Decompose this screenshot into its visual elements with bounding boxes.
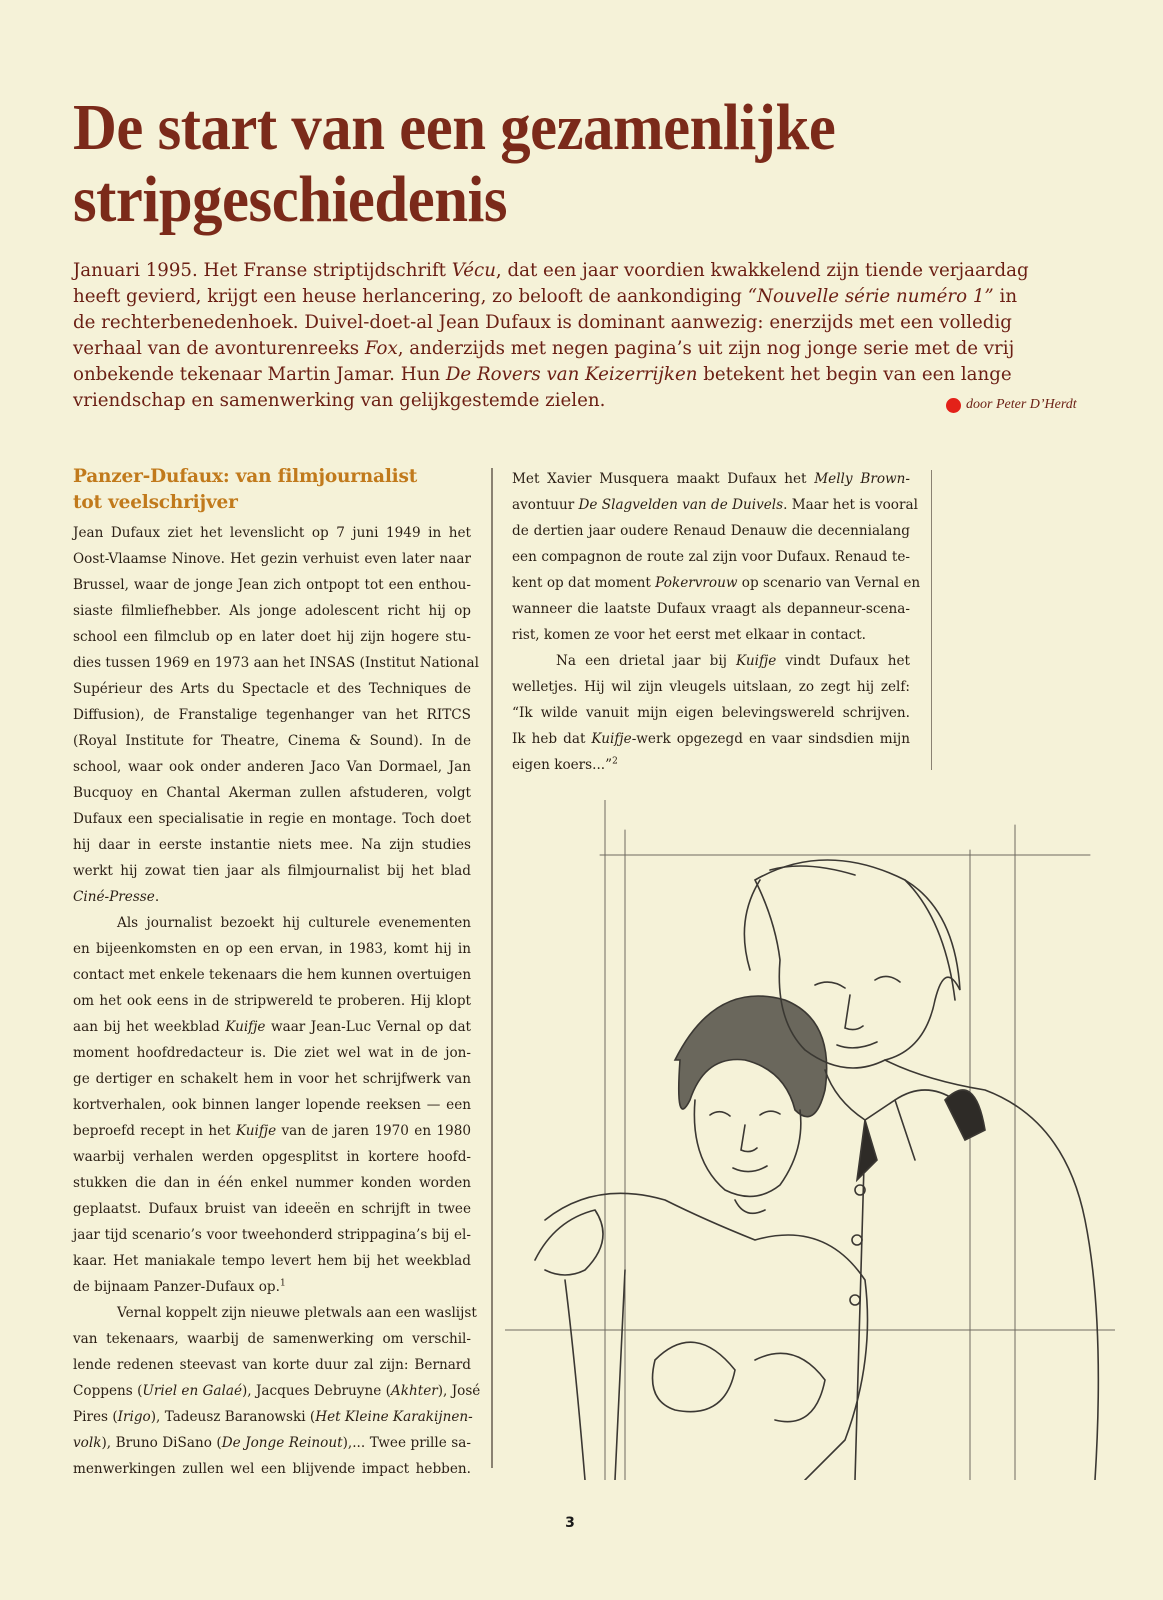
article-title — [73, 92, 1030, 236]
body-line — [73, 1014, 471, 1040]
body-line — [73, 1274, 471, 1300]
magazine-title: Kuifje — [225, 1019, 266, 1035]
body-line: Brussel, waar de jonge Jean zich ontpopt tot een enthou- — [73, 577, 471, 593]
body-line — [512, 752, 910, 778]
body-line: siaste filmliefhebber. Als jonge adolescent richt hij op — [73, 603, 471, 619]
text: , dat een jaar voordien kwakkelend zijn tiende verjaardag — [495, 260, 1029, 281]
text: in — [993, 286, 1018, 307]
series-title: Pokervrouw — [655, 575, 738, 591]
text: ),... Twee prille sa- — [342, 1435, 471, 1451]
body-line: menwerkingen zullen wel een blijvende impact hebben. — [73, 1461, 471, 1477]
text: betekent het begin van een lange — [697, 364, 1012, 385]
footnote-ref: 2 — [612, 756, 618, 767]
text: -werk opgezegd en vaar sindsdien mijn — [631, 731, 911, 747]
author: door Peter D’Herdt — [966, 397, 1077, 412]
paragraph — [73, 1144, 471, 1274]
text: verhaal van de avonturenreeks — [73, 338, 365, 359]
text: Met Xavier Musquera maakt Dufaux het — [512, 471, 815, 487]
right-column — [512, 466, 921, 778]
body-line: en bijeenkomsten en op een ervan, in 1983, komt hij in — [73, 941, 471, 957]
body-line: contact met enkele tekenaars die hem kunnen overtuigen — [73, 967, 472, 983]
body-line — [73, 1378, 481, 1404]
body-line: wanneer die laatste Dufaux vraagt als depanneur-scena- — [512, 601, 910, 617]
text: onbekende tekenaar Martin Jamar. Hun — [73, 364, 446, 385]
body-line: dies tussen 1969 en 1973 aan het INSAS (Institut National — [73, 655, 479, 671]
body-line: (Royal Institute for Theatre, Cinema & Sound). In de — [73, 733, 471, 749]
body-line: school een filmclub op en later doet hij zijn hogere stu- — [73, 629, 471, 645]
intro-line — [73, 258, 1083, 284]
series-title: volk — [73, 1435, 102, 1451]
paragraph — [73, 520, 479, 884]
text: avontuur — [512, 497, 579, 513]
intro-line — [73, 336, 1083, 362]
text: Ik heb dat — [512, 731, 592, 747]
text: beproefd recept in het — [73, 1123, 236, 1139]
heading-line: tot veelschrijver — [73, 492, 238, 513]
quote: “Nouvelle série numéro 1” — [747, 286, 994, 307]
body-line: een compagnon de route zal zijn voor Dufaux. Renaud te- — [512, 549, 910, 565]
left-column — [73, 520, 481, 1482]
text: . Maar het is vooral — [783, 497, 918, 513]
intro-line — [73, 362, 1083, 388]
body-line: ge dertiger en schakelt hem in voor het schrijfwerk van — [73, 1071, 471, 1087]
magazine-title: Vécu — [451, 260, 496, 281]
body-line: kaar. Het maniakale tempo levert hem bij het weekblad — [73, 1253, 471, 1269]
body-line — [512, 466, 910, 492]
text: Januari 1995. Het Franse striptijdschrift — [73, 260, 452, 281]
text: waar Jean-Luc Vernal op dat — [265, 1019, 472, 1035]
intro-line — [73, 284, 1083, 310]
text: van de jaren 1970 en 1980 — [276, 1123, 471, 1139]
pencil-sketch-illustration — [505, 800, 1115, 1480]
footnote-ref: 1 — [279, 1278, 286, 1289]
magazine-title: Ciné-Presse — [73, 889, 155, 905]
body-line: Diffusion), de Franstalige tegenhanger van het RITCS — [73, 707, 471, 723]
body-line: Dufaux een specialisatie in regie en montage. Toch doet — [73, 811, 471, 827]
text: kent op dat moment — [512, 575, 656, 591]
intro-line: de rechterbenedenhoek. Duivel-doet-al Jean Dufaux is dominant aanwezig: enerzijds met een volledig — [73, 312, 1012, 333]
paragraph — [73, 910, 471, 1014]
text: ), José — [437, 1383, 481, 1399]
body-line: Als journalist bezoekt hij culturele evenementen — [117, 915, 471, 931]
body-line: werkt hij zowat tien jaar als filmjournalist bij het blad — [73, 863, 471, 879]
intro-paragraph — [73, 258, 1083, 414]
body-line: Vernal koppelt zijn nieuwe pletwals aan een waslijst — [117, 1305, 477, 1321]
intro-line: vriendschap en samenwerking van gelijkgestemde zielen. — [73, 390, 606, 411]
text: aan bij het weekblad — [73, 1019, 226, 1035]
magazine-title: Kuifje — [235, 1123, 277, 1139]
album-title: De Slagvelden van de Duivels — [578, 497, 784, 513]
panel-guidelines — [505, 800, 1115, 1480]
page-number: 3 — [565, 1515, 575, 1531]
text: heeft gevierd, krijgt een heuse herlancering, zo belooft de aankondiging — [73, 286, 748, 307]
body-line — [73, 1430, 471, 1456]
body-line: Bucquoy en Chantal Akerman zullen afstuderen, volgt — [73, 785, 471, 801]
byline — [946, 397, 1077, 413]
series-title: Het Kleine Karakijnen- — [315, 1409, 473, 1425]
column-divider — [931, 470, 932, 770]
body-line: Supérieur des Arts du Spectacle et des Techniques de — [73, 681, 471, 697]
body-line: van tekenaars, waarbij de samenwerking om verschil- — [73, 1331, 471, 1347]
text: ), Tadeusz Baranowski ( — [150, 1409, 316, 1425]
body-line: rist, komen ze voor het eerst met elkaar in contact. — [512, 627, 867, 643]
text: Coppens ( — [73, 1383, 143, 1399]
text: op scenario van Vernal en — [737, 575, 921, 591]
body-line: stukken die dan in één enkel nummer konden worden — [73, 1175, 471, 1191]
body-line — [512, 492, 918, 518]
body-line — [73, 1118, 471, 1144]
text: , anderzijds met negen pagina’s uit zijn nog jonge serie met de vrij — [397, 338, 1015, 359]
paragraph — [73, 1040, 471, 1118]
series-title: Uriel en Galaé — [142, 1383, 242, 1399]
body-line: Oost-Vlaamse Ninove. Het gezin verhuist even later naar — [73, 551, 471, 567]
text: vindt Dufaux het — [776, 653, 910, 669]
body-line: om het ook eens in de stripwereld te proberen. Hij klopt — [73, 993, 471, 1009]
body-line: lende redenen steevast van korte duur zal zijn: Bernard — [73, 1357, 471, 1373]
text: ), Bruno DiSano ( — [101, 1435, 222, 1451]
body-line — [512, 570, 921, 596]
series-title: Irigo — [117, 1409, 151, 1425]
series-title: De Rovers van Keizerrijken — [445, 364, 698, 385]
text: ), Jacques Debruyne ( — [242, 1383, 391, 1399]
magazine-title: Kuifje — [736, 653, 777, 669]
title-line: stripgeschiedenis — [73, 163, 508, 236]
body-line: de dertien jaar oudere Renaud Denauw die decennialang — [512, 523, 910, 539]
series-title: Fox — [364, 338, 398, 359]
body-line — [73, 1404, 471, 1430]
magazine-title: Kuifje — [591, 731, 632, 747]
section-heading — [73, 464, 493, 516]
series-title: Melly Brown- — [814, 471, 910, 487]
text: . — [154, 889, 160, 905]
series-title: De Jonge Reinout — [221, 1435, 343, 1451]
body-line — [73, 884, 471, 910]
body-line: geplaatst. Dufaux bruist van ideeën en schrijft in twee — [73, 1201, 471, 1217]
body-line: school, waar ook onder anderen Jaco Van Dormael, Jan — [73, 759, 471, 775]
body-line: hij daar in eerste instantie niets mee. Na zijn studies — [73, 837, 471, 853]
heading-line: Panzer-Dufaux: van filmjournalist — [73, 466, 418, 487]
series-title: Akhter — [390, 1383, 438, 1399]
body-line: waarbij verhalen werden opgesplitst in kortere hoofd- — [73, 1149, 471, 1165]
body-line: welletjes. Hij wil zijn vleugels uitslaan, zo zegt hij zelf: — [512, 679, 910, 695]
text: de bijnaam Panzer-Dufaux op. — [73, 1279, 280, 1295]
body-line: jaar tijd scenario’s voor tweehonderd strippagina’s bij el- — [73, 1227, 471, 1243]
body-line: moment hoofdredacteur is. Die ziet wel wat in de jon- — [73, 1045, 471, 1061]
body-line: kortverhalen, ook binnen langer lopende reeksen — een — [73, 1097, 471, 1113]
woman-figure — [535, 996, 868, 1480]
red-dot-icon — [946, 398, 961, 413]
body-line — [512, 648, 910, 674]
text: eigen koers...” — [512, 757, 613, 773]
title-line: De start van een gezamenlijke — [73, 91, 836, 164]
text: Pires ( — [73, 1409, 118, 1425]
body-line: Jean Dufaux ziet het levenslicht op 7 juni 1949 in het — [73, 525, 471, 541]
body-line: “Ik wilde vanuit mijn eigen belevingswereld schrijven. — [512, 705, 910, 721]
text: Na een drietal jaar bij — [556, 653, 737, 669]
column-divider — [491, 468, 493, 1468]
body-line — [512, 726, 910, 752]
man-figure — [744, 860, 1098, 1480]
